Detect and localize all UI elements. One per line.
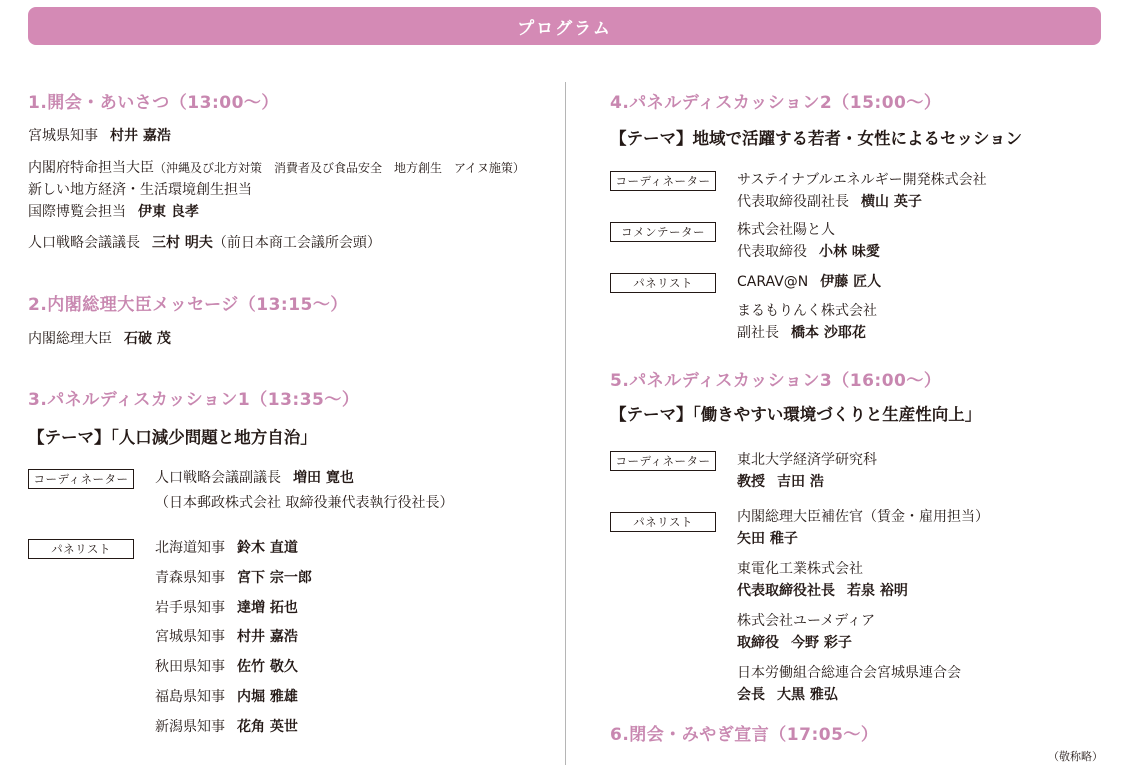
s3-panelist-5-name: 佐竹 敬久 (237, 659, 298, 675)
s3-panelist-4-name: 村井 嘉浩 (237, 629, 298, 645)
s1-line-2-role: 内閣府特命担当大臣 (28, 160, 154, 176)
s3-panelist-1-name: 鈴木 直道 (237, 540, 298, 556)
s5-coordinator-org: 東北大学経済学研究科 (737, 452, 877, 468)
s4-commentator-role: 代表取締役 (737, 244, 807, 260)
s1-line-4-role: 国際博覧会担当 (28, 204, 126, 220)
s5-panelist-4-name: 大黒 雅弘 (777, 687, 838, 703)
s3-panelist-5-role: 秋田県知事 (155, 659, 225, 675)
s4-panelist-1 (737, 272, 881, 292)
s5-theme: 【テーマ】「働きやすい環境づくりと生産性向上」 (610, 405, 982, 424)
s5-coordinator-role: 教授 (737, 474, 765, 490)
s1-line-5-role: 人口戦略会議議長 (28, 235, 140, 251)
s4-panelist-2-role: 副社長 (737, 325, 779, 341)
s4-panelist-2 (737, 323, 866, 343)
s4-commentator-label: コメンテーター (610, 222, 716, 242)
column-divider (565, 82, 566, 765)
s3-panelist-3-name: 達増 拓也 (237, 600, 298, 616)
program-title: プログラム (517, 18, 612, 39)
section-5-heading: 5.パネルディスカッション3（16:00〜） (610, 371, 942, 391)
s4-coordinator (737, 192, 922, 212)
s4-coordinator-label: コーディネーター (610, 171, 716, 191)
s2-role: 内閣総理大臣 (28, 331, 112, 347)
s4-panelist-label: パネリスト (610, 273, 716, 293)
s5-panelist-4 (737, 685, 838, 705)
section-3-heading: 3.パネルディスカッション1（13:35〜） (28, 390, 360, 410)
s4-theme: 【テーマ】地域で活躍する若者・女性によるセッション (610, 129, 1023, 148)
s3-panelist (155, 657, 298, 677)
s1-line-5 (28, 233, 381, 253)
s4-panelist-2-name: 橋本 沙耶花 (791, 325, 866, 341)
s5-panelist-1-org: 内閣総理大臣補佐官（賃金・雇用担当） (737, 509, 989, 525)
s5-panelist-label: パネリスト (610, 512, 716, 532)
section-2-heading: 2.内閣総理大臣メッセージ（13:15〜） (28, 295, 348, 315)
s3-panelist-2-role: 青森県知事 (155, 570, 225, 586)
s5-panelist-2-name: 若泉 裕明 (847, 583, 908, 599)
s3-coordinator-detail: （日本郵政株式会社 取締役兼代表執行役社長） (155, 495, 454, 511)
s5-panelist-3-role: 取締役 (737, 635, 779, 651)
s3-panelist (155, 627, 298, 647)
s5-panelist-3-name: 今野 彩子 (791, 635, 852, 651)
s3-coordinator-label: コーディネーター (28, 469, 134, 489)
s5-panelist-2-role: 代表取締役社長 (737, 583, 835, 599)
s1-line-4-name: 伊東 良孝 (138, 204, 199, 220)
s3-panelist-6-role: 福島県知事 (155, 689, 225, 705)
s3-panelist-4-role: 宮城県知事 (155, 629, 225, 645)
s3-panelist-6-name: 内堀 雅雄 (237, 689, 298, 705)
s1-line-5-name: 三村 明夫 (152, 235, 213, 251)
s1-line-5-detail: （前日本商工会議所会頭） (212, 235, 381, 251)
s4-coordinator-org: サステイナブルエネルギー開発株式会社 (737, 172, 987, 188)
s3-coordinator-name: 増田 寛也 (293, 470, 354, 486)
s5-panelist-3-org: 株式会社ユーメディア (737, 613, 876, 629)
s5-coordinator-name: 吉田 浩 (777, 474, 824, 490)
s3-panelist-label: パネリスト (28, 539, 134, 559)
section-4-heading: 4.パネルディスカッション2（15:00〜） (610, 93, 942, 113)
s3-panelist-2-name: 宮下 宗一郎 (237, 570, 312, 586)
s1-line-1-name: 村井 嘉浩 (110, 128, 171, 144)
s1-line-2 (28, 158, 525, 178)
s1-line-3-role: 新しい地方経済・生活環境創生担当 (28, 182, 252, 198)
s4-commentator (737, 242, 880, 262)
s1-line-4 (28, 202, 199, 222)
honorifics-note: （敬称略） (1048, 750, 1103, 763)
program-banner (28, 7, 1101, 45)
s3-panelist-1-role: 北海道知事 (155, 540, 225, 556)
s3-coordinator (155, 468, 354, 488)
s3-panelist (155, 568, 312, 588)
s5-coordinator-label: コーディネーター (610, 451, 716, 471)
s4-panelist-1-name: 伊藤 匠人 (820, 274, 882, 290)
s3-theme: 【テーマ】「人口減少問題と地方自治」 (28, 428, 317, 447)
s2-name: 石破 茂 (124, 331, 171, 347)
s3-panelist (155, 687, 298, 707)
s5-panelist-4-org: 日本労働組合総連合会宮城県連合会 (737, 665, 961, 681)
s1-line-2-detail: （沖縄及び北方対策 消費者及び食品安全 地方創生 アイヌ施策） (154, 161, 525, 175)
s3-panelist (155, 598, 298, 618)
s3-panelist (155, 717, 298, 737)
s5-panelist-1-name: 矢田 稚子 (737, 531, 798, 547)
s3-coordinator-role: 人口戦略会議副議長 (155, 470, 281, 486)
s5-panelist-3 (737, 633, 852, 653)
s5-panelist-4-role: 会長 (737, 687, 765, 703)
s4-panelist-1-org: CARAV@N (737, 274, 809, 290)
s1-line-1 (28, 126, 171, 146)
s4-panelist-2-org: まるもりんく株式会社 (737, 303, 877, 319)
s3-panelist-7-name: 花角 英世 (237, 719, 298, 735)
s3-panelist (155, 538, 298, 558)
s4-commentator-name: 小林 味愛 (819, 244, 880, 260)
s2-line (28, 329, 171, 349)
section-6-heading: 6.閉会・みやぎ宣言（17:05〜） (610, 725, 879, 745)
s4-commentator-org: 株式会社陽と人 (737, 222, 835, 238)
s5-panelist-2 (737, 581, 908, 601)
s1-line-3 (28, 180, 252, 200)
s5-panelist-2-org: 東電化工業株式会社 (737, 561, 863, 577)
s1-line-1-role: 宮城県知事 (28, 128, 98, 144)
s4-coordinator-role: 代表取締役副社長 (737, 194, 849, 210)
s4-coordinator-name: 横山 英子 (861, 194, 922, 210)
s3-panelist-7-role: 新潟県知事 (155, 719, 225, 735)
s5-coordinator (737, 472, 824, 492)
s3-panelist-3-role: 岩手県知事 (155, 600, 225, 616)
section-1-heading: 1.開会・あいさつ（13:00〜） (28, 93, 279, 113)
